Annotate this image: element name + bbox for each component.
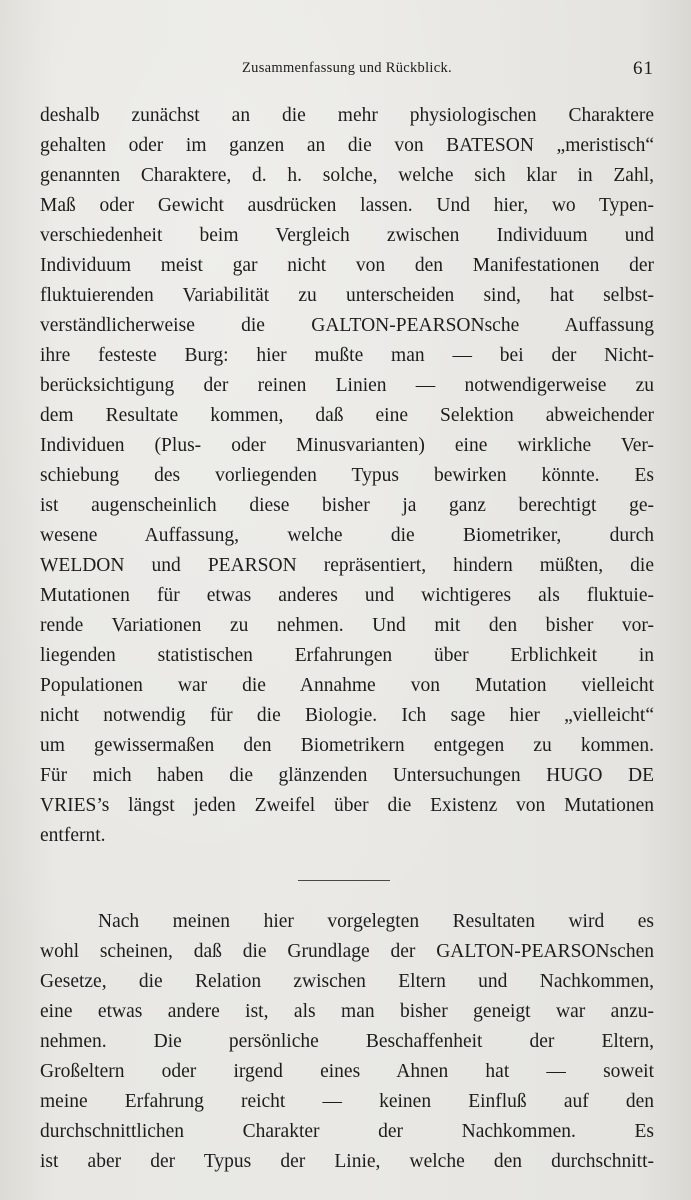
text-line: meine Erfahrung reicht — keinen Einfluß auf den — [40, 1091, 654, 1112]
text-line: Für mich haben die glänzenden Untersuchungen HUGO DE — [40, 765, 654, 786]
text-line: eine etwas andere ist, als man bisher geneigt war anzu- — [40, 1001, 654, 1022]
text-line: durchschnittlichen Charakter der Nachkommen. Es — [40, 1121, 654, 1142]
text-line: ihre festeste Burg: hier mußte man — bei der Nicht- — [40, 345, 654, 366]
text-line: genannten Charaktere, d. h. solche, welche sich klar in Zahl, — [40, 165, 654, 186]
text-line: deshalb zunächst an die mehr physiologischen Charaktere — [40, 105, 654, 126]
separator-rule — [298, 880, 390, 881]
text-line: ist aber der Typus der Linie, welche den durchschnitt- — [40, 1151, 654, 1172]
section-separator — [40, 851, 654, 907]
text-line: gehalten oder im ganzen an die von BATESON „meristisch“ — [40, 135, 654, 156]
text-line: Individuum meist gar nicht von den Manifestationen der — [40, 255, 654, 276]
page-number: 61 — [633, 58, 654, 79]
text-line: nehmen. Die persönliche Beschaffenheit der Eltern, — [40, 1031, 654, 1052]
text-line: Gesetze, die Relation zwischen Eltern und Nachkommen, — [40, 971, 654, 992]
body-text — [40, 101, 654, 1177]
text-line: Nach meinen hier vorgelegten Resultaten wird es — [98, 911, 654, 932]
text-line: Maß oder Gewicht ausdrücken lassen. Und hier, wo Typen- — [40, 195, 654, 216]
text-line: verständlicherweise die GALTON-PEARSONsche Auffassung — [40, 315, 654, 336]
text-line: berücksichtigung der reinen Linien — notwendigerweise zu — [40, 375, 654, 396]
text-line: fluktuierenden Variabilität zu unterscheiden sind, hat selbst- — [40, 285, 654, 306]
text-line: um gewissermaßen den Biometrikern entgegen zu kommen. — [40, 735, 654, 756]
text-line: Mutationen für etwas anderes und wichtigeres als fluktuie- — [40, 585, 654, 606]
text-line: wesene Auffassung, welche die Biometriker, durch — [40, 525, 654, 546]
text-line: liegenden statistischen Erfahrungen über Erblichkeit in — [40, 645, 654, 666]
text-line: schiebung des vorliegenden Typus bewirken könnte. Es — [40, 465, 654, 486]
paragraph — [40, 907, 654, 1177]
text-line: ist augenscheinlich diese bisher ja ganz berechtigt ge- — [40, 495, 654, 516]
text-line: verschiedenheit beim Vergleich zwischen Individuum und — [40, 225, 654, 246]
running-title: Zusammenfassung und Rückblick. — [242, 60, 452, 76]
text-line: dem Resultate kommen, daß eine Selektion abweichender — [40, 405, 654, 426]
text-line: entfernt. — [40, 825, 106, 846]
paragraph — [40, 101, 654, 851]
running-header — [40, 58, 654, 82]
text-line: rende Variationen zu nehmen. Und mit den bisher vor- — [40, 615, 654, 636]
text-line: nicht notwendig für die Biologie. Ich sage hier „vielleicht“ — [40, 705, 654, 726]
text-line: WELDON und PEARSON repräsentiert, hindern müßten, die — [40, 555, 654, 576]
text-line: VRIES’s längst jeden Zweifel über die Existenz von Mutationen — [40, 795, 654, 816]
text-line: Populationen war die Annahme von Mutation vielleicht — [40, 675, 654, 696]
text-line: wohl scheinen, daß die Grundlage der GALTON-PEARSONschen — [40, 941, 654, 962]
text-line: Individuen (Plus- oder Minusvarianten) eine wirkliche Ver- — [40, 435, 654, 456]
text-line: Großeltern oder irgend eines Ahnen hat — soweit — [40, 1061, 654, 1082]
